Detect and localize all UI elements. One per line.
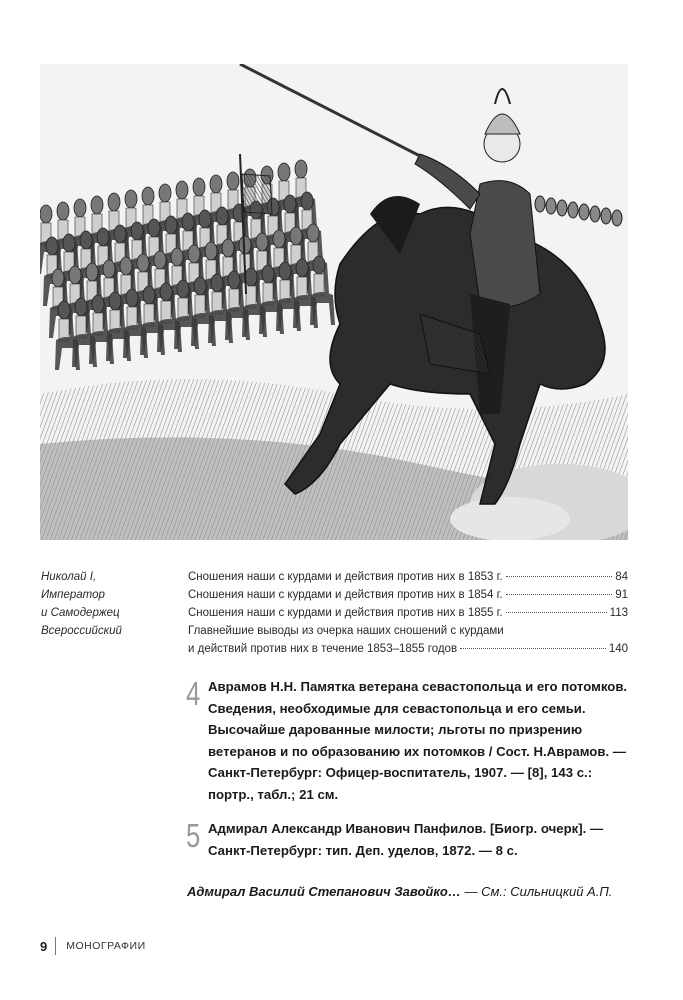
entry-text [208,676,628,805]
entry-line: Санкт-Петербург: тип. Деп. уделов, 1872. — 8 с. [208,842,518,858]
soldier-helmet [63,234,75,252]
crossref-see-also: — См.: Сильницкий А.П. [460,884,613,899]
engraving-illustration [40,64,628,540]
soldier-helmet [46,237,58,255]
soldier-helmet [52,269,64,287]
soldier-helmet [40,205,52,223]
toc-row [188,586,628,604]
soldier-helmet [92,295,104,313]
soldier-helmet [188,245,200,263]
caption-line: Всероссийский [41,625,122,637]
toc-leader [506,576,613,577]
entry-line: Высочайше дарованные милости; льготы по призрению [208,722,583,737]
soldier-helmet [301,192,313,210]
soldier-helmet [256,233,268,251]
toc-row [188,622,628,640]
soldier-helmet [165,216,177,234]
soldier-helmet [216,207,228,225]
soldier-helmet [296,259,308,277]
soldier-helmet [171,248,183,266]
soldier-helmet [601,208,611,224]
entry-line: портр., табл.; 21 см. [208,786,339,802]
toc-leader [460,648,606,649]
entry-number: 4 [186,675,201,712]
toc-title: Сношения наши с курдами и действия против них в 1855 г. [188,607,503,619]
soldier-helmet [210,175,222,193]
soldier-helmet [245,268,257,286]
soldier-helmet [284,195,296,213]
entry-line: Адмирал Александр Иванович Панфилов. [Биогр. очерк]. — [208,821,604,836]
toc-title: Главнейшие выводы из очерка наших сношений с курдами [188,625,504,637]
soldier-helmet [313,256,325,274]
toc-page: 91 [615,589,628,601]
soldier-helmet [177,280,189,298]
toc-row [188,568,628,586]
illustration-plate [40,64,628,540]
soldier-helmet [273,230,285,248]
soldier-helmet [57,202,69,220]
toc-leader [506,594,613,595]
soldier-helmet [535,196,545,212]
soldier-helmet [114,225,126,243]
toc-title: Сношения наши с курдами и действия против них в 1854 г. [188,589,503,601]
soldier-helmet [131,222,143,240]
soldier-helmet [211,274,223,292]
soldier-helmet [159,184,171,202]
soldier-helmet [590,206,600,222]
soldier-helmet [86,263,98,281]
soldier-helmet [568,202,578,218]
soldier-helmet [307,224,319,242]
soldier-helmet [143,286,155,304]
soldier-helmet [290,227,302,245]
footer-divider [55,937,56,955]
soldier-helmet [142,187,154,205]
entry-line: Аврамов Н.Н. Памятка ветерана севастопольца и его потомков. [208,679,628,694]
soldier-helmet [74,199,86,217]
soldier-helmet [227,172,239,190]
soldier-helmet [557,200,567,216]
cross-reference [187,882,612,902]
soldier-helmet [125,190,137,208]
soldier-helmet [148,219,160,237]
soldier-helmet [193,178,205,196]
caption-line: Император [41,589,105,601]
toc-row [188,640,628,658]
caption-line: и Самодержец [41,607,120,619]
page-footer [40,934,146,958]
soldier-helmet [108,193,120,211]
toc-leader [506,612,607,613]
soldier-helmet [612,210,622,226]
soldier-helmet [80,231,92,249]
soldier-helmet [579,204,589,220]
soldier-helmet [97,228,109,246]
toc-row [188,604,628,622]
caption-line: Николай I, [41,571,97,583]
soldier-helmet [160,283,172,301]
soldier-helmet [278,163,290,181]
banner [242,174,272,214]
section-name: МОНОГРАФИИ [66,940,146,952]
soldier-helmet [546,198,556,214]
soldier-helmet [75,298,87,316]
soldier-helmet [279,262,291,280]
soldier-helmet [222,239,234,257]
soldier-helmet [58,301,70,319]
soldier-helmet [91,196,103,214]
soldier-helmet [228,271,240,289]
toc-page: 140 [608,643,628,655]
soldier-helmet [182,213,194,231]
toc-page: 84 [615,571,628,583]
entry-text [208,818,628,861]
soldier-helmet [199,210,211,228]
soldier-helmet [194,277,206,295]
soldier-helmet [262,265,274,283]
entry-number: 5 [186,817,201,854]
soldier-helmet [295,160,307,178]
toc-title: Сношения наши с курдами и действия против них в 1853 г. [188,571,503,583]
soldier-helmet [137,254,149,272]
soldier-helmet [120,257,132,275]
table-of-contents [188,568,628,658]
entry-line: ветеранов и по образованию их потомков / Сост. Н.Аврамов. — [208,743,626,759]
crossref-title: Адмирал Василий Степанович Завойко… [187,884,461,899]
illustration-caption [41,568,181,640]
soldier-helmet [103,260,115,278]
soldier-helmet [126,289,138,307]
soldier-helmet [69,266,81,284]
entry-line: Санкт-Петербург: Офицер-воспитатель, 1907. — [8], 143 с.: [208,765,593,780]
entry-line: Сведения, необходимые для севастопольца и его семьи. [208,700,586,716]
soldier-helmet [205,242,217,260]
toc-page: 113 [609,607,628,619]
soldier-helmet [109,292,121,310]
soldier-helmet [176,181,188,199]
soldier-helmet [154,251,166,269]
page-number: 9 [40,938,48,954]
toc-title: и действий против них в течение 1853–1855 годов [188,643,458,655]
